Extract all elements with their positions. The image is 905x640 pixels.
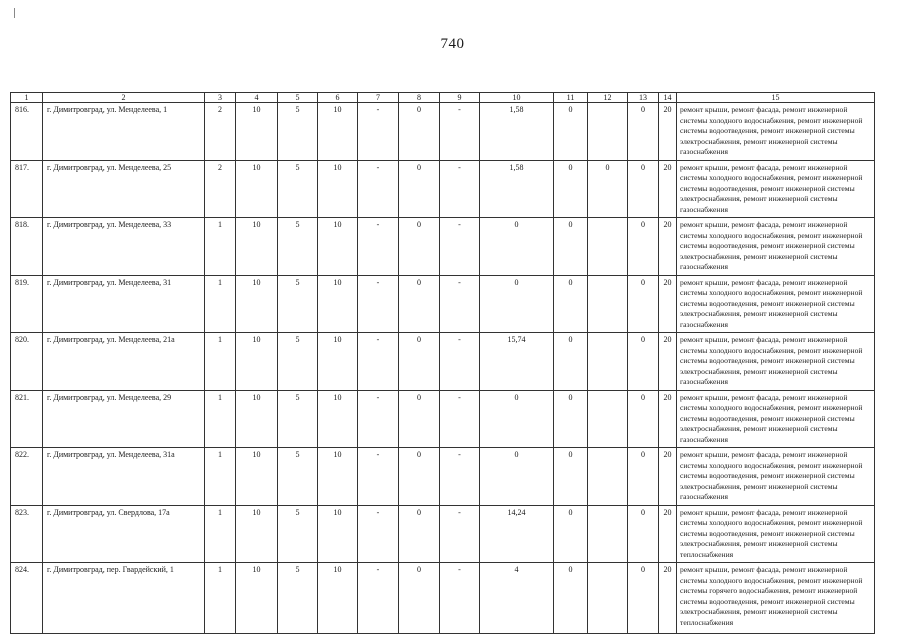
value-cell-c4: 10 bbox=[236, 333, 278, 391]
value-cell-c11: 0 bbox=[554, 448, 588, 506]
value-cell-c14: 20 bbox=[659, 160, 677, 218]
value-cell-c3: 1 bbox=[205, 333, 236, 391]
value-cell-c12 bbox=[588, 448, 628, 506]
value-cell-c7: - bbox=[358, 160, 399, 218]
column-number: 9 bbox=[440, 93, 480, 103]
value-cell-c6: 10 bbox=[318, 390, 358, 448]
value-cell-c7: - bbox=[358, 275, 399, 333]
works-list-cell: ремонт крыши, ремонт фасада, ремонт инженерной системы холодного водоснабжения, ремонт инженерной системы водоотведения, ремонт инженерной системы электроснабжения, ремонт инженерной системы газоснабжения bbox=[677, 218, 875, 276]
row-number-cell: 820. bbox=[11, 333, 43, 391]
address-cell: г. Димитровград, ул. Менделеева, 21а bbox=[43, 333, 205, 391]
value-cell-c6: 10 bbox=[318, 275, 358, 333]
column-number: 2 bbox=[43, 93, 205, 103]
value-cell-c14: 20 bbox=[659, 218, 677, 276]
address-cell: г. Димитровград, ул. Менделеева, 25 bbox=[43, 160, 205, 218]
value-cell-c10: 0 bbox=[480, 448, 554, 506]
value-cell-c14: 20 bbox=[659, 448, 677, 506]
value-cell-c13: 0 bbox=[628, 103, 659, 161]
value-cell-c13: 0 bbox=[628, 448, 659, 506]
value-cell-c5: 5 bbox=[278, 563, 318, 634]
value-cell-c7: - bbox=[358, 333, 399, 391]
value-cell-c12 bbox=[588, 103, 628, 161]
value-cell-c11: 0 bbox=[554, 563, 588, 634]
value-cell-c9: - bbox=[440, 218, 480, 276]
value-cell-c12: 0 bbox=[588, 160, 628, 218]
value-cell-c5: 5 bbox=[278, 333, 318, 391]
value-cell-c7: - bbox=[358, 390, 399, 448]
row-number-cell: 822. bbox=[11, 448, 43, 506]
works-list-cell: ремонт крыши, ремонт фасада, ремонт инженерной системы холодного водоснабжения, ремонт инженерной системы водоотведения, ремонт инженерной системы электроснабжения, ремонт инженерной системы газоснабжения bbox=[677, 333, 875, 391]
value-cell-c10: 14,24 bbox=[480, 505, 554, 563]
column-number: 13 bbox=[628, 93, 659, 103]
value-cell-c11: 0 bbox=[554, 333, 588, 391]
table-row bbox=[11, 563, 875, 634]
value-cell-c9: - bbox=[440, 390, 480, 448]
value-cell-c9: - bbox=[440, 103, 480, 161]
table-row bbox=[11, 218, 875, 276]
value-cell-c13: 0 bbox=[628, 275, 659, 333]
value-cell-c7: - bbox=[358, 505, 399, 563]
address-cell: г. Димитровград, ул. Менделеева, 29 bbox=[43, 390, 205, 448]
value-cell-c4: 10 bbox=[236, 275, 278, 333]
value-cell-c8: 0 bbox=[399, 333, 440, 391]
value-cell-c3: 2 bbox=[205, 160, 236, 218]
table-row bbox=[11, 103, 875, 161]
value-cell-c6: 10 bbox=[318, 448, 358, 506]
value-cell-c4: 10 bbox=[236, 448, 278, 506]
value-cell-c5: 5 bbox=[278, 218, 318, 276]
value-cell-c6: 10 bbox=[318, 218, 358, 276]
value-cell-c14: 20 bbox=[659, 505, 677, 563]
value-cell-c12 bbox=[588, 218, 628, 276]
table-row bbox=[11, 333, 875, 391]
value-cell-c5: 5 bbox=[278, 448, 318, 506]
row-number-cell: 821. bbox=[11, 390, 43, 448]
value-cell-c13: 0 bbox=[628, 218, 659, 276]
value-cell-c7: - bbox=[358, 103, 399, 161]
page-number: 740 bbox=[440, 36, 465, 52]
works-list-cell: ремонт крыши, ремонт фасада, ремонт инженерной системы холодного водоснабжения, ремонт инженерной системы водоотведения, ремонт инженерной системы электроснабжения, ремонт инженерной системы газоснабжения bbox=[677, 103, 875, 161]
row-number-cell: 817. bbox=[11, 160, 43, 218]
value-cell-c4: 10 bbox=[236, 160, 278, 218]
value-cell-c9: - bbox=[440, 563, 480, 634]
value-cell-c14: 20 bbox=[659, 563, 677, 634]
value-cell-c11: 0 bbox=[554, 505, 588, 563]
value-cell-c10: 0 bbox=[480, 218, 554, 276]
value-cell-c5: 5 bbox=[278, 505, 318, 563]
value-cell-c5: 5 bbox=[278, 160, 318, 218]
value-cell-c9: - bbox=[440, 275, 480, 333]
value-cell-c13: 0 bbox=[628, 160, 659, 218]
value-cell-c12 bbox=[588, 390, 628, 448]
value-cell-c4: 10 bbox=[236, 103, 278, 161]
value-cell-c10: 1,58 bbox=[480, 103, 554, 161]
value-cell-c4: 10 bbox=[236, 505, 278, 563]
value-cell-c3: 1 bbox=[205, 275, 236, 333]
capital-repair-table bbox=[10, 92, 875, 634]
works-list-cell: ремонт крыши, ремонт фасада, ремонт инженерной системы холодного водоснабжения, ремонт инженерной системы водоотведения, ремонт инженерной системы электроснабжения, ремонт инженерной системы газоснабжения bbox=[677, 448, 875, 506]
value-cell-c6: 10 bbox=[318, 505, 358, 563]
column-number: 8 bbox=[399, 93, 440, 103]
value-cell-c11: 0 bbox=[554, 103, 588, 161]
column-number: 14 bbox=[659, 93, 677, 103]
value-cell-c4: 10 bbox=[236, 563, 278, 634]
works-list-cell: ремонт крыши, ремонт фасада, ремонт инженерной системы холодного водоснабжения, ремонт инженерной системы водоотведения, ремонт инженерной системы электроснабжения, ремонт инженерной системы теплоснабжения bbox=[677, 505, 875, 563]
column-number-row bbox=[11, 93, 875, 103]
value-cell-c13: 0 bbox=[628, 390, 659, 448]
table-row bbox=[11, 275, 875, 333]
column-number: 15 bbox=[677, 93, 875, 103]
value-cell-c12 bbox=[588, 333, 628, 391]
value-cell-c14: 20 bbox=[659, 333, 677, 391]
value-cell-c13: 0 bbox=[628, 333, 659, 391]
value-cell-c9: - bbox=[440, 160, 480, 218]
value-cell-c11: 0 bbox=[554, 275, 588, 333]
value-cell-c10: 1,58 bbox=[480, 160, 554, 218]
value-cell-c9: - bbox=[440, 333, 480, 391]
works-list-cell: ремонт крыши, ремонт фасада, ремонт инженерной системы холодного водоснабжения, ремонт инженерной системы водоотведения, ремонт инженерной системы электроснабжения, ремонт инженерной системы газоснабжения bbox=[677, 160, 875, 218]
works-list-cell: ремонт крыши, ремонт фасада, ремонт инженерной системы холодного водоснабжения, ремонт инженерной системы горячего водоснабжения, ремонт инженерной системы водоотведения, ремонт инженерной системы электроснабжения, ремонт инженерной системы теплоснабжения bbox=[677, 563, 875, 634]
table-row bbox=[11, 505, 875, 563]
address-cell: г. Димитровград, ул. Свердлова, 17а bbox=[43, 505, 205, 563]
table-row bbox=[11, 448, 875, 506]
row-number-cell: 816. bbox=[11, 103, 43, 161]
value-cell-c3: 1 bbox=[205, 390, 236, 448]
value-cell-c8: 0 bbox=[399, 218, 440, 276]
value-cell-c3: 2 bbox=[205, 103, 236, 161]
value-cell-c8: 0 bbox=[399, 563, 440, 634]
value-cell-c3: 1 bbox=[205, 505, 236, 563]
value-cell-c12 bbox=[588, 505, 628, 563]
column-number: 5 bbox=[278, 93, 318, 103]
value-cell-c9: - bbox=[440, 448, 480, 506]
value-cell-c7: - bbox=[358, 448, 399, 506]
value-cell-c12 bbox=[588, 275, 628, 333]
address-cell: г. Димитровград, ул. Менделеева, 1 bbox=[43, 103, 205, 161]
value-cell-c8: 0 bbox=[399, 160, 440, 218]
column-number: 6 bbox=[318, 93, 358, 103]
value-cell-c5: 5 bbox=[278, 390, 318, 448]
column-number: 3 bbox=[205, 93, 236, 103]
value-cell-c6: 10 bbox=[318, 333, 358, 391]
value-cell-c10: 0 bbox=[480, 275, 554, 333]
value-cell-c14: 20 bbox=[659, 103, 677, 161]
value-cell-c8: 0 bbox=[399, 448, 440, 506]
value-cell-c11: 0 bbox=[554, 218, 588, 276]
value-cell-c13: 0 bbox=[628, 563, 659, 634]
value-cell-c11: 0 bbox=[554, 160, 588, 218]
value-cell-c10: 4 bbox=[480, 563, 554, 634]
value-cell-c14: 20 bbox=[659, 390, 677, 448]
value-cell-c4: 10 bbox=[236, 218, 278, 276]
value-cell-c4: 10 bbox=[236, 390, 278, 448]
column-number: 12 bbox=[588, 93, 628, 103]
value-cell-c8: 0 bbox=[399, 103, 440, 161]
value-cell-c5: 5 bbox=[278, 275, 318, 333]
value-cell-c6: 10 bbox=[318, 563, 358, 634]
row-number-cell: 824. bbox=[11, 563, 43, 634]
address-cell: г. Димитровград, ул. Менделеева, 31а bbox=[43, 448, 205, 506]
row-number-cell: 823. bbox=[11, 505, 43, 563]
column-number: 7 bbox=[358, 93, 399, 103]
works-list-cell: ремонт крыши, ремонт фасада, ремонт инженерной системы холодного водоснабжения, ремонт инженерной системы водоотведения, ремонт инженерной системы электроснабжения, ремонт инженерной системы газоснабжения bbox=[677, 275, 875, 333]
works-list-cell: ремонт крыши, ремонт фасада, ремонт инженерной системы холодного водоснабжения, ремонт инженерной системы водоотведения, ремонт инженерной системы электроснабжения, ремонт инженерной системы газоснабжения bbox=[677, 390, 875, 448]
column-number: 4 bbox=[236, 93, 278, 103]
value-cell-c7: - bbox=[358, 563, 399, 634]
address-cell: г. Димитровград, ул. Менделеева, 33 bbox=[43, 218, 205, 276]
value-cell-c13: 0 bbox=[628, 505, 659, 563]
column-number: 1 bbox=[11, 93, 43, 103]
address-cell: г. Димитровград, ул. Менделеева, 31 bbox=[43, 275, 205, 333]
value-cell-c8: 0 bbox=[399, 390, 440, 448]
value-cell-c11: 0 bbox=[554, 390, 588, 448]
value-cell-c3: 1 bbox=[205, 563, 236, 634]
table-row bbox=[11, 160, 875, 218]
value-cell-c8: 0 bbox=[399, 505, 440, 563]
row-number-cell: 818. bbox=[11, 218, 43, 276]
column-number: 11 bbox=[554, 93, 588, 103]
value-cell-c3: 1 bbox=[205, 218, 236, 276]
value-cell-c8: 0 bbox=[399, 275, 440, 333]
value-cell-c10: 0 bbox=[480, 390, 554, 448]
value-cell-c6: 10 bbox=[318, 103, 358, 161]
address-cell: г. Димитровград, пер. Гвардейский, 1 bbox=[43, 563, 205, 634]
value-cell-c3: 1 bbox=[205, 448, 236, 506]
value-cell-c5: 5 bbox=[278, 103, 318, 161]
value-cell-c9: - bbox=[440, 505, 480, 563]
value-cell-c14: 20 bbox=[659, 275, 677, 333]
scan-mark bbox=[14, 8, 15, 18]
row-number-cell: 819. bbox=[11, 275, 43, 333]
value-cell-c6: 10 bbox=[318, 160, 358, 218]
table-row bbox=[11, 390, 875, 448]
value-cell-c12 bbox=[588, 563, 628, 634]
value-cell-c10: 15,74 bbox=[480, 333, 554, 391]
column-number: 10 bbox=[480, 93, 554, 103]
value-cell-c7: - bbox=[358, 218, 399, 276]
